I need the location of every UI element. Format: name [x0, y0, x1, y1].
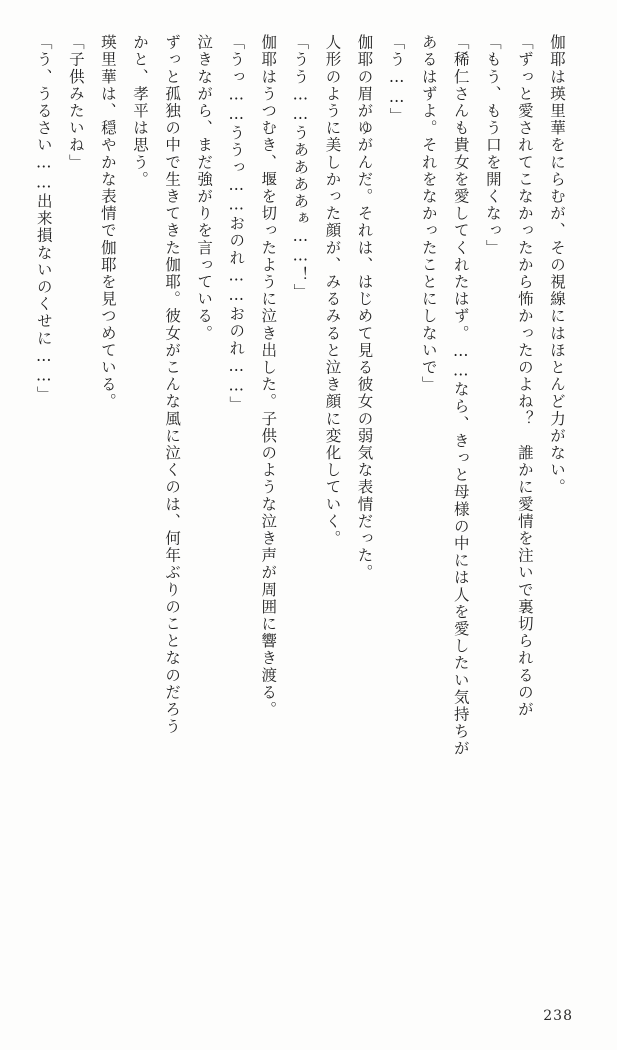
page-number: 238 — [543, 1008, 573, 1024]
paragraph-dialogue: 「うっ……ううっ……おのれ……おのれ……」 — [227, 34, 246, 414]
paragraph-dialogue: 「もう、もう口を開くなっ」 — [483, 34, 502, 257]
paragraph-dialogue: 「う……」 — [387, 34, 406, 125]
paragraph-dialogue: 「子供みたいね」 — [66, 34, 85, 171]
paragraph-narration: 伽耶は瑛里華をにらむが、その視線にはほとんど力がない。 — [548, 34, 566, 496]
paragraph-narration: 伽耶はうつむき、堰を切ったように泣き出した。子供のような泣き声が周囲に響き渡る。 — [259, 34, 278, 718]
paragraph-narration: かと、孝平は思う。 — [130, 34, 149, 188]
paragraph-narration: あるはずよ。それをなかったことにしないで」 — [419, 34, 438, 394]
paragraph-dialogue: 「ずっと愛されてこなかったから怖かったのよね？ 誰かに愛情を注いで裏切られるのが — [515, 34, 534, 718]
vertical-text-body — [34, 34, 573, 980]
paragraph-dialogue: 「稀仁さんも貴女を愛してくれたはず。……なら、きっと母様の中には人を愛したい気持ちが — [451, 34, 470, 758]
paragraph-narration: ずっと孤独の中で生きてきた伽耶。彼女がこんな風に泣くのは、何年ぶりのことなのだろう — [163, 34, 182, 736]
paragraph-dialogue: 「う、うるさい……出来損ないのくせに……」 — [34, 34, 53, 404]
paragraph-narration: 人形のように美しかった顔が、みるみると泣き顔に変化していく。 — [323, 34, 342, 547]
paragraph-narration: 伽耶の眉がゆがんだ。それは、はじめて見る彼女の弱気な表情だった。 — [355, 34, 374, 582]
paragraph-narration: 泣きながら、まだ強がりを言っている。 — [195, 34, 214, 342]
paragraph-narration: 瑛里華は、穏やかな表情で伽耶を見つめている。 — [98, 34, 117, 411]
paragraph-dialogue: 「うう……うああああぁ……！」 — [291, 34, 310, 301]
